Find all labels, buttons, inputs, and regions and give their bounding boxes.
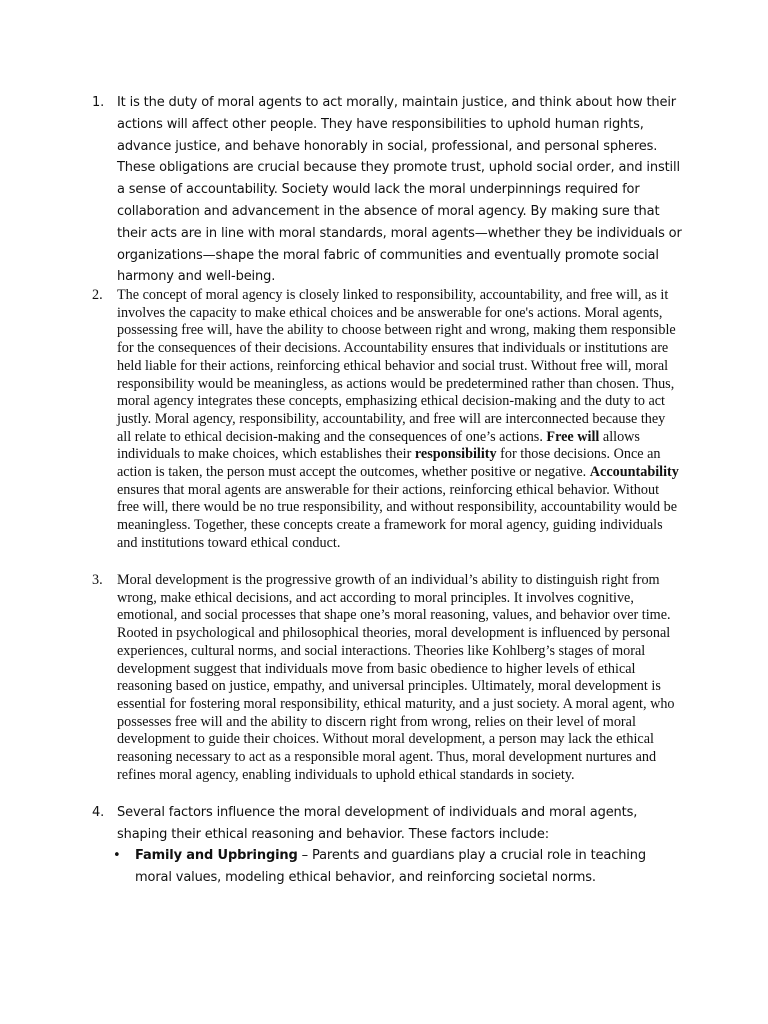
list-number: 4. (92, 805, 105, 820)
list-number: 3. (92, 572, 103, 588)
bold-term-responsibility: responsibility (414, 446, 497, 463)
bullet-item (113, 845, 673, 889)
paragraph-text (117, 287, 682, 553)
list-item-1 (92, 92, 682, 288)
text-segment: for those decisions. Once an action is taken, the person must accept the outcomes, whether positive or negative. (117, 446, 661, 481)
bullet-description: – Parents and guardians play a crucial role in teaching moral values, modeling ethical behavior, and reinforcing societal norms. (135, 848, 646, 885)
paragraph-text: It is the duty of moral agents to act morally, maintain justice, and think about how their actions will affect other people. They have responsibilities to uphold human rights, advance justice, and behave honorably in social, professional, and personal spheres. These obligations are crucial because they promote trust, uphold social order, and instill a sense of accountability. Society would lack the moral underpinnings required for collaboration and advancement in the absence of moral agency. By making sure that their acts are in line with moral standards, moral agents—whether they be individuals or organizations—shape the moral fabric of communities and eventually promote social harmony and well-being. (117, 95, 682, 285)
paragraph-text: Moral development is the progressive growth of an individual’s ability to distinguish right from wrong, make ethical decisions, and act according to moral principles. It involves cognitive, emotional, and social processes that shape one’s moral reasoning, values, and behavior over time. Rooted in psychological and philosophical theories, moral development is influenced by personal experiences, cultural norms, and social interactions. Theories like Kohlberg’s stages of moral development suggest that individuals move from basic obedience to higher levels of ethical reasoning based on justice, empathy, and universal principles. Ultimately, moral development is essential for fostering moral responsibility, ethical maturity, and a just society. A moral agent, who possesses free will and the ability to discern right from wrong, relies on their level of moral development to guide their choices. Without moral development, a person may lack the ethical reasoning necessary to act as a responsible moral agent. Thus, moral development nurtures and refines moral agency, enabling individuals to uphold ethical standards in society. (117, 572, 675, 783)
text-segment: The concept of moral agency is closely linked to responsibility, accountability, and free will, as it involves the capacity to make ethical choices and be answerable for one's actions. Moral agents, possessing free will, have the ability to choose between right and wrong, making them responsible for the consequences of their decisions. Accountability ensures that individuals or institutions are held liable for their actions, reinforcing ethical behavior and social trust. Without free will, moral responsibility would be meaningless, as actions would be predetermined rather than chosen. Thus, moral agency integrates these concepts, emphasizing ethical decision-making and the duty to act justly. Moral agency, responsibility, accountability, and free will are interconnected because they all relate to ethical decision-making and the consequences of one’s actions. (117, 287, 676, 445)
list-item-4 (92, 802, 682, 846)
list-item-3 (92, 572, 682, 784)
list-item-2 (92, 287, 682, 553)
bold-term-free-will: Free will (546, 428, 600, 445)
list-number: 2. (92, 287, 103, 303)
bold-term-accountability: Accountability (589, 464, 679, 481)
text-segment: ensures that moral agents are answerable for their actions, reinforcing ethical behavior. Without free will, there would be no true responsibility, and without responsibility, accountability would be meaningless. Together, these concepts create a framework for moral agency, guiding individuals and institutions toward ethical conduct. (117, 481, 678, 551)
paragraph-text: Several factors influence the moral development of individuals and moral agents, shaping their ethical reasoning and behavior. These factors include: (117, 805, 638, 842)
bullet-text (135, 845, 673, 889)
list-number: 1. (92, 95, 105, 110)
bullet-title: Family and Upbringing (135, 848, 298, 863)
bullet-icon: • (113, 848, 121, 863)
text-segment: allows individuals to make choices, which establishes their (117, 428, 640, 463)
